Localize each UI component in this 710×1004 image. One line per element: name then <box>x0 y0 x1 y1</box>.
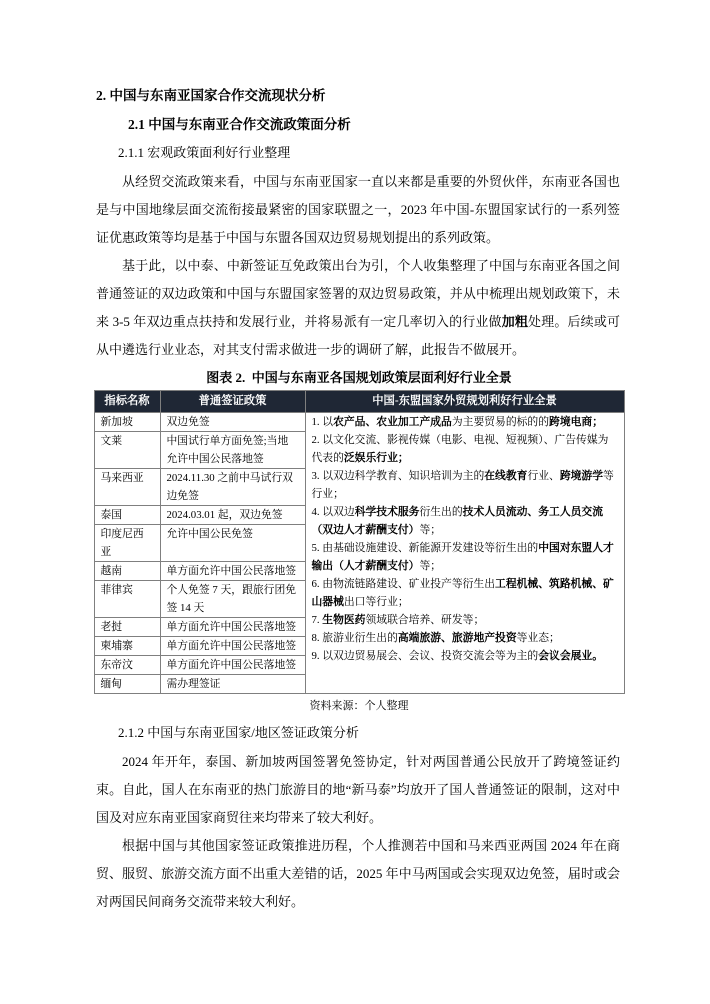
country-cell: 马来西亚 <box>94 469 160 506</box>
visa-policy-cell: 2024.11.30 之前中马试行双边免签 <box>160 469 305 506</box>
country-cell: 菲律宾 <box>94 581 160 618</box>
industry-item: 6. 由物流链路建设、矿业投产等衍生出工程机械、筑路机械、矿山器械出口等行业； <box>311 578 614 608</box>
figure-caption: 图表 2. 中国与东南亚各国规划政策层面利好行业全景 <box>206 370 512 385</box>
industry-item: 8. 旅游业衍生出的高端旅游、旅游地产投资等业态； <box>311 632 560 644</box>
visa-policy-cell: 2024.03.01 起，双边免签 <box>160 506 305 525</box>
industry-item: 7. 生物医药领域联合培养、研发等； <box>311 614 485 626</box>
col-header-industries: 中国-东盟国家外贸规划利好行业全景 <box>305 391 624 413</box>
industry-item: 2. 以文化交流、影视传媒（电影、电视、短视频）、广告传媒为代表的泛娱乐行业； <box>311 434 609 464</box>
visa-policy-cell: 需办理签证 <box>160 675 305 694</box>
paragraph-overview: 从经贸交流政策来看，中国与东南亚国家一直以来都是重要的外贸伙伴，东南亚各国也是与中国地缘层面交流衔接最紧密的国家联盟之一，2023 年中国-东盟国家试行的一系列签证优惠政策等均是基于中国与东盟各国双边贸易规划提出的系列政策。 <box>96 174 620 245</box>
visa-policy-cell: 双边免签 <box>160 413 305 432</box>
country-cell: 东帝汶 <box>94 656 160 675</box>
subsubsection-heading-2-1-2: 2.1.2 中国与东南亚国家/地区签证政策分析 <box>118 725 359 740</box>
industry-item: 9. 以双边贸易展会、会议、投资交流会等为主的会议会展业。 <box>311 650 604 662</box>
subsubsection-heading-2-1-1: 2.1.1 宏观政策面利好行业整理 <box>118 145 291 160</box>
industry-item: 5. 由基础设施建设、新能源开发建设等衍生出的中国对东盟人才输出（人才薪酬支付）等； <box>311 542 614 572</box>
section-heading-2: 2. 中国与东南亚国家合作交流现状分析 <box>96 88 326 103</box>
country-cell: 柬埔寨 <box>94 637 160 656</box>
figure-block <box>91 369 627 714</box>
industry-item: 1. 以农产品、农业加工产成品为主要贸易的标的的跨境电商； <box>311 416 604 428</box>
country-cell: 越南 <box>94 562 160 581</box>
source-note: 资料来源：个人整理 <box>309 700 409 712</box>
industries-cell <box>305 413 624 694</box>
visa-policy-cell: 单方面允许中国公民落地签 <box>160 656 305 675</box>
country-cell: 文莱 <box>94 432 160 469</box>
visa-policy-cell: 个人免签 7 天，跟旅行团免签 14 天 <box>160 581 305 618</box>
country-cell: 缅甸 <box>94 675 160 694</box>
visa-policy-cell: 中国试行单方面免签;当地允许中国公民落地签 <box>160 432 305 469</box>
visa-policy-cell: 允许中国公民免签 <box>160 525 305 562</box>
country-cell: 印度尼西亚 <box>94 525 160 562</box>
table-row <box>94 413 624 432</box>
visa-policy-cell: 单方面允许中国公民落地签 <box>160 618 305 637</box>
table-header-row <box>94 391 624 413</box>
paragraph-methodology: 基于此，以中泰、中新签证互免政策出台为引，个人收集整理了中国与东南亚各国之间普通签证的双边政策和中国与东盟国家签署的双边贸易政策，并从中梳理出规划政策下，未来 3-5 年双边重点扶持和发展行业，并将易派有一定几率切入的行业做加粗处理。后续或可从中遴选行业业态，对其支付需求做进一步的调研了解，此报告不做展开。 <box>96 258 620 357</box>
industry-item: 4. 以双边科学技术服务衍生出的技术人员流动、务工人员交流（双边人才薪酬支付）等； <box>311 506 604 536</box>
col-header-visa-policy: 普通签证政策 <box>160 391 305 413</box>
col-header-indicator: 指标名称 <box>94 391 160 413</box>
visa-policy-cell: 单方面允许中国公民落地签 <box>160 637 305 656</box>
visa-policy-cell: 单方面允许中国公民落地签 <box>160 562 305 581</box>
paragraph-forecast: 根据中国与其他国家签证政策推进历程，个人推测若中国和马来西亚两国 2024 年在商贸、服贸、旅游交流方面不出重大差错的话，2025 年中马两国或会实现双边免签，届时或会对两国民间商务交流带来较大利好。 <box>96 838 620 909</box>
country-cell: 老挝 <box>94 618 160 637</box>
industry-item: 3. 以双边科学教育、知识培训为主的在线教育行业、跨境游学等行业； <box>311 470 614 500</box>
paragraph-visa-2024: 2024 年开年，泰国、新加坡两国签署免签协定，针对两国普通公民放开了跨境签证约束。自此，国人在东南亚的热门旅游目的地“新马泰”均放开了国人普通签证的限制，这对中国及对应东南亚国家商贸往来均带来了较大利好。 <box>96 754 620 825</box>
country-cell: 泰国 <box>94 506 160 525</box>
country-cell: 新加坡 <box>94 413 160 432</box>
subsection-heading-2-1: 2.1 中国与东南亚合作交流政策面分析 <box>128 117 351 132</box>
policy-table <box>94 390 625 694</box>
